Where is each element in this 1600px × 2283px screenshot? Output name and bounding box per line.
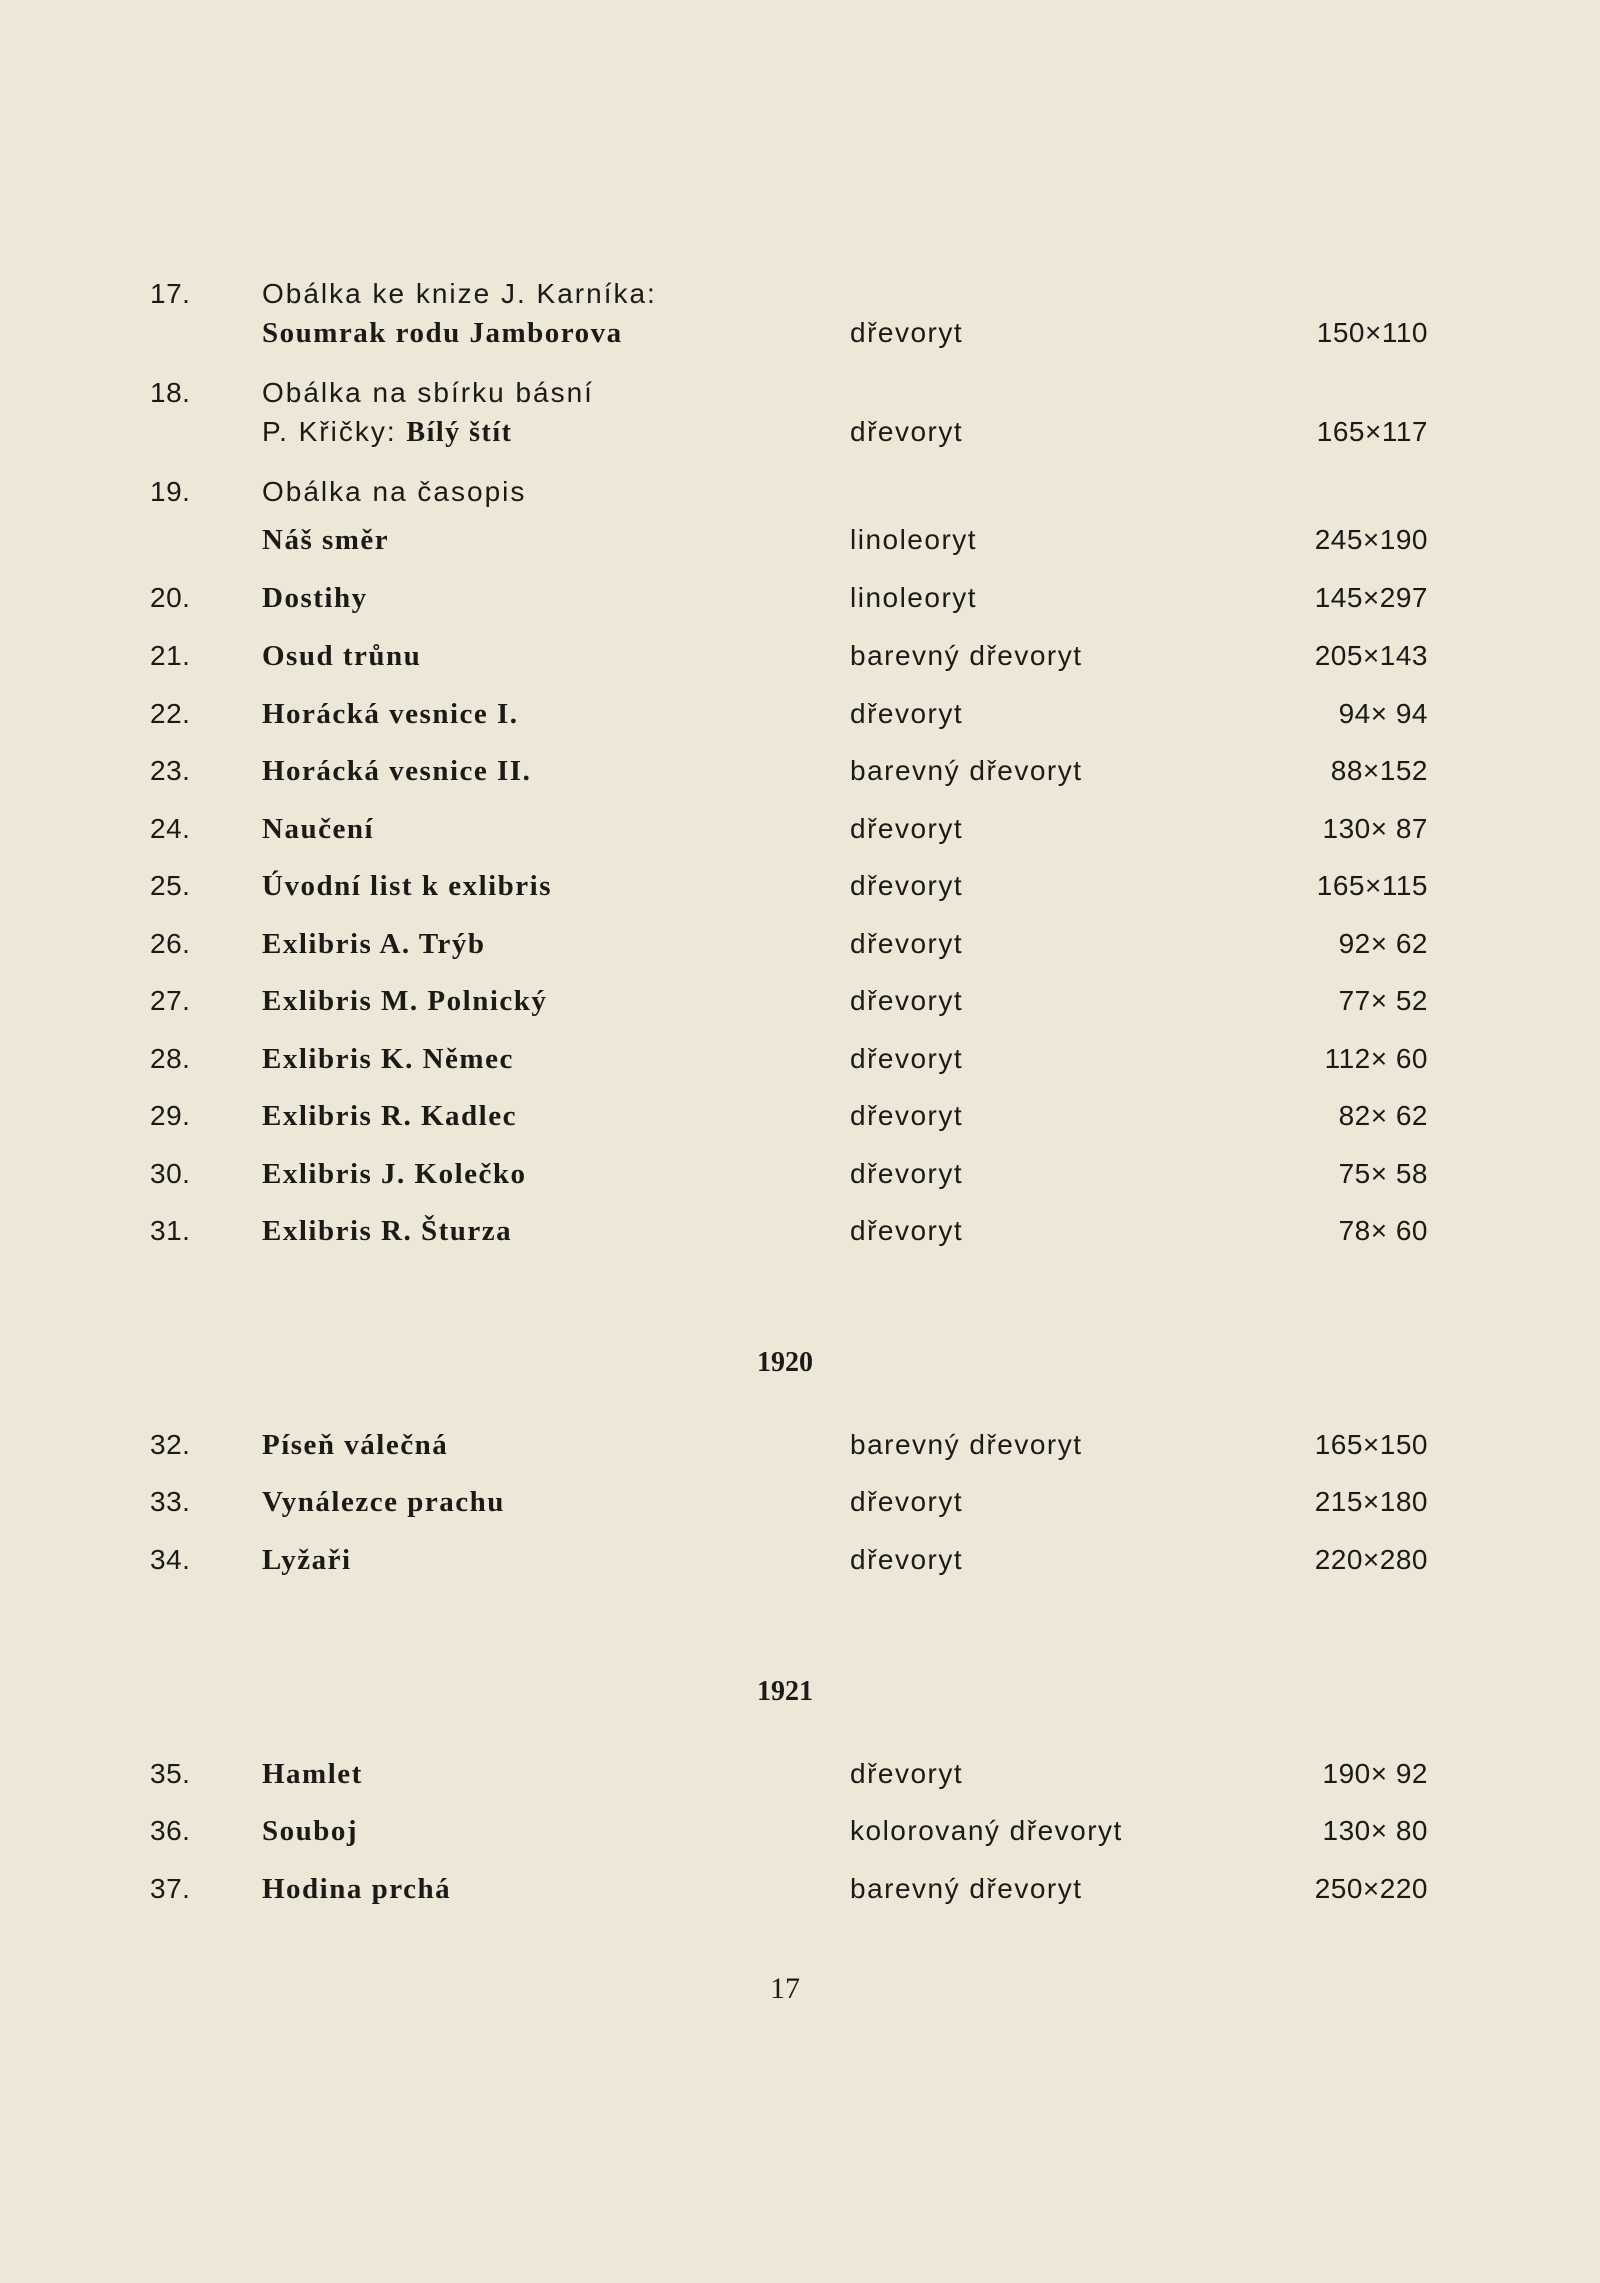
entry-size: 165×115 bbox=[1316, 870, 1428, 901]
entry-size: 94× 94 bbox=[1338, 698, 1428, 729]
entry-size: 250×220 bbox=[1314, 1873, 1428, 1904]
entry-intro: Obálka na sbírku básní bbox=[262, 377, 594, 408]
catalog-entry-20 bbox=[0, 580, 1600, 616]
entry-title: Horácká vesnice I. bbox=[262, 698, 519, 730]
entry-number: 28. bbox=[150, 1043, 191, 1074]
entry-size: 220×280 bbox=[1314, 1544, 1428, 1575]
entry-title: Exlibris R. Kadlec bbox=[262, 1100, 517, 1132]
entry-technique: dřevoryt bbox=[850, 1100, 964, 1131]
entry-technique: dřevoryt bbox=[850, 1544, 964, 1575]
entry-title: Náš směr bbox=[262, 524, 390, 556]
entry-number: 34. bbox=[150, 1544, 191, 1575]
entry-technique: dřevoryt bbox=[850, 1215, 964, 1246]
entry-technique: dřevoryt bbox=[850, 416, 964, 447]
entry-technique: linoleoryt bbox=[850, 524, 978, 555]
catalog-entry-18 bbox=[0, 375, 1600, 448]
entry-technique: dřevoryt bbox=[850, 698, 964, 729]
entry-title: Dostihy bbox=[262, 582, 368, 614]
entry-intro: Obálka ke knize J. Karníka: bbox=[262, 278, 657, 309]
entry-technique: linoleoryt bbox=[850, 582, 978, 613]
entry-size: 92× 62 bbox=[1338, 928, 1428, 959]
catalog-entry-24 bbox=[0, 811, 1600, 847]
catalog-entry-31 bbox=[0, 1213, 1600, 1249]
entry-size: 245×190 bbox=[1314, 524, 1428, 555]
catalog-entry-35 bbox=[0, 1756, 1600, 1792]
entry-intro-continued bbox=[262, 414, 512, 451]
entry-technique: dřevoryt bbox=[850, 928, 964, 959]
entry-technique: barevný dřevoryt bbox=[850, 755, 1083, 786]
entry-title: Exlibris A. Trýb bbox=[262, 928, 486, 960]
catalog-entry-36 bbox=[0, 1813, 1600, 1849]
entry-technique: kolorovaný dřevoryt bbox=[850, 1815, 1123, 1846]
entry-size: 165×117 bbox=[1316, 416, 1428, 447]
entry-number: 26. bbox=[150, 928, 191, 959]
catalog-entry-22 bbox=[0, 696, 1600, 732]
catalog-entry-30 bbox=[0, 1156, 1600, 1192]
entry-number: 29. bbox=[150, 1100, 191, 1131]
entry-title: Úvodní list k exlibris bbox=[262, 870, 553, 902]
catalog-entry-34 bbox=[0, 1542, 1600, 1578]
catalog-entry-32 bbox=[0, 1427, 1600, 1463]
entry-size: 190× 92 bbox=[1322, 1758, 1428, 1789]
catalog-entry-25 bbox=[0, 868, 1600, 904]
entry-technique: dřevoryt bbox=[850, 813, 964, 844]
entry-number: 20. bbox=[150, 582, 191, 613]
entry-number: 31. bbox=[150, 1215, 191, 1246]
entry-size: 78× 60 bbox=[1338, 1215, 1428, 1246]
entry-number: 17. bbox=[150, 278, 191, 309]
entry-title: Exlibris M. Polnický bbox=[262, 985, 548, 1017]
entry-title: Horácká vesnice II. bbox=[262, 755, 532, 787]
catalog-entry-37 bbox=[0, 1871, 1600, 1907]
entry-technique: dřevoryt bbox=[850, 1158, 964, 1189]
entry-size: 75× 58 bbox=[1338, 1158, 1428, 1189]
entry-number: 32. bbox=[150, 1429, 191, 1460]
catalog-entry-26 bbox=[0, 926, 1600, 962]
entry-title: Hodina prchá bbox=[262, 1873, 452, 1905]
catalog-entry-19 bbox=[0, 474, 1600, 556]
entry-title: Bílý štít bbox=[406, 417, 513, 448]
entry-number: 36. bbox=[150, 1815, 191, 1846]
catalog-entry-28 bbox=[0, 1041, 1600, 1077]
entry-title: Vynálezce prachu bbox=[262, 1486, 505, 1518]
entry-technique: barevný dřevoryt bbox=[850, 1429, 1083, 1460]
entry-size: 77× 52 bbox=[1338, 985, 1428, 1016]
entry-size: 145×297 bbox=[1314, 582, 1428, 613]
entry-number: 22. bbox=[150, 698, 191, 729]
entry-title: Exlibris K. Němec bbox=[262, 1043, 514, 1075]
entry-size: 130× 80 bbox=[1322, 1815, 1428, 1846]
entry-title: Soumrak rodu Jamborova bbox=[262, 317, 623, 349]
entry-number: 18. bbox=[150, 377, 191, 408]
entry-title: Souboj bbox=[262, 1815, 359, 1847]
entry-technique: dřevoryt bbox=[850, 317, 964, 348]
entry-number: 33. bbox=[150, 1486, 191, 1517]
entry-author: P. Křičky: bbox=[262, 416, 407, 447]
entry-size: 112× 60 bbox=[1324, 1043, 1428, 1074]
entry-number: 25. bbox=[150, 870, 191, 901]
entry-title: Píseň válečná bbox=[262, 1429, 449, 1461]
entry-size: 215×180 bbox=[1314, 1486, 1428, 1517]
entry-number: 35. bbox=[150, 1758, 191, 1789]
entry-size: 88×152 bbox=[1330, 755, 1428, 786]
entry-number: 37. bbox=[150, 1873, 191, 1904]
entry-technique: barevný dřevoryt bbox=[850, 1873, 1083, 1904]
catalog-entry-23 bbox=[0, 753, 1600, 789]
page-number: 17 bbox=[770, 1972, 800, 2005]
entry-technique: dřevoryt bbox=[850, 1486, 964, 1517]
entry-number: 24. bbox=[150, 813, 191, 844]
entry-intro: Obálka na časopis bbox=[262, 476, 527, 507]
entry-size: 130× 87 bbox=[1322, 813, 1428, 844]
catalog-entry-29 bbox=[0, 1098, 1600, 1134]
entry-technique: dřevoryt bbox=[850, 870, 964, 901]
entry-number: 19. bbox=[150, 476, 191, 507]
entry-number: 21. bbox=[150, 640, 191, 671]
entry-size: 205×143 bbox=[1314, 640, 1428, 671]
year-heading-1921: 1921 bbox=[757, 1676, 813, 1707]
entry-title: Osud trůnu bbox=[262, 640, 422, 672]
entry-title: Exlibris J. Kolečko bbox=[262, 1158, 527, 1190]
entry-size: 165×150 bbox=[1314, 1429, 1428, 1460]
catalog-entry-27 bbox=[0, 983, 1600, 1019]
entry-number: 27. bbox=[150, 985, 191, 1016]
entry-size: 150×110 bbox=[1316, 317, 1428, 348]
catalog-entry-21 bbox=[0, 638, 1600, 674]
entry-technique: dřevoryt bbox=[850, 985, 964, 1016]
entry-title: Exlibris R. Šturza bbox=[262, 1215, 513, 1247]
entry-technique: dřevoryt bbox=[850, 1758, 964, 1789]
entry-number: 30. bbox=[150, 1158, 191, 1189]
catalog-entry-17 bbox=[0, 276, 1600, 349]
entry-title: Hamlet bbox=[262, 1758, 363, 1790]
entry-title: Naučení bbox=[262, 813, 374, 845]
entry-technique: barevný dřevoryt bbox=[850, 640, 1083, 671]
entry-technique: dřevoryt bbox=[850, 1043, 964, 1074]
year-heading-1920: 1920 bbox=[757, 1347, 813, 1378]
entry-size: 82× 62 bbox=[1338, 1100, 1428, 1131]
catalog-entry-33 bbox=[0, 1484, 1600, 1520]
entry-title: Lyžaři bbox=[262, 1544, 352, 1576]
entry-number: 23. bbox=[150, 755, 191, 786]
